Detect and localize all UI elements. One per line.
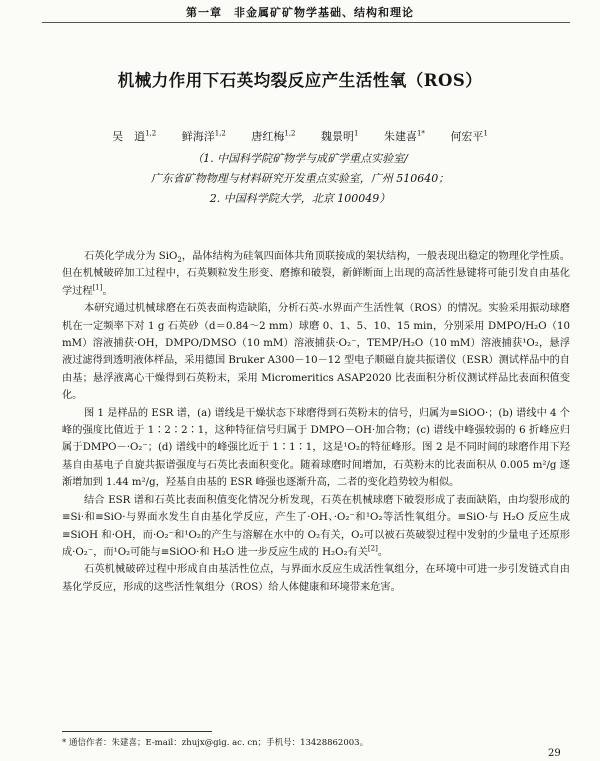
affiliation-line: （1. 中国科学院矿物学与成矿学重点实验室/ — [192, 152, 408, 165]
paragraph: 结合 ESR 谱和石英比表面积值变化情况分析发现，石英在机械球磨下破裂形成了表面缺陷，由均裂形成的≡Si·和≡SiO·与界面水发生自由基化学反应，产生了·OH、·O₂⁻和¹O₂等活性氧组分。≡SiO·与 H₂O 反应生成≡SiOH 和·OH，而·O₂⁻和¹O₂的产生与溶解在水中的 O₂有关，O₂可以被石英破裂过程中发射的少量电子还原形成·O₂⁻，而¹O₂可能与≡SiOO·和 H₂O 进一步反应生成的 H₂O₂有关[2]。 — [62, 494, 570, 558]
body-text — [62, 248, 570, 596]
author: 朱建喜$^{1*}$ — [383, 129, 425, 143]
affiliation-line: 广东省矿物物理与材料研究开发重点实验室，广州 510640； — [150, 172, 450, 185]
running-head-text: 第一章 非金属矿矿物学基础、结构和理论 — [186, 6, 414, 19]
author: 吴 逍$^{1,2}$ — [112, 129, 157, 143]
page-number: 29 — [548, 748, 561, 759]
paragraph: 石英化学成分为 SiO$_2$，晶体结构为硅氧四面体共角顶联接成的架状结构，一般表现出稳定的物理化学性质。但在机械破碎加工过程中，石英颗粒发生形变、磨擦和破裂，新鲜断面上出现的高活性悬键将可能引发自由基化学过程[1]。 — [62, 251, 570, 297]
running-header — [0, 0, 600, 26]
author: 鲜海洋$^{1,2}$ — [181, 129, 226, 143]
header-rule — [42, 22, 570, 23]
author: 唐红梅$^{1,2}$ — [251, 129, 296, 143]
paragraph: 图 1 是样品的 ESR 谱，(a) 谱线是干燥状态下球磨得到石英粉末的信号，归属为≡SiOO·；(b) 谱线中 4 个峰的强度比值近于 1∶2∶2∶1，这种特征信号归属于 DMPO－OH·加合物；(c) 谱线中峰强较弱的 6 折峰应归属于DMPO－·O₂⁻；(d) 谱线中的峰强比近于 1∶1∶1，这是¹O₂的特征峰形。图 2 是不同时间的球磨作用下羟基自由基电子自旋共振谱强度与石英比表面积变化。随着球磨时间增加，石英粉末的比表面积从 0.005 m²/g 逐渐增加到 1.44 m²/g，羟基自由基的 ESR 峰强也逐渐升高，二者的变化趋势较为相似。 — [62, 407, 570, 489]
paragraph: 石英机械破碎过程中形成自由基活性位点，与界面水反应生成活性氧组分，在环境中可进一步引发链式自由基化学反应，形成的这些活性氧组分（ROS）给人体健康和环境带来危害。 — [62, 564, 570, 593]
footnote-rule — [62, 731, 212, 732]
paper-title: 机械力作用下石英均裂反应产生活性氧（ROS） — [117, 71, 483, 90]
footnote: * 通信作者：朱建喜；E-mail：zhujx@gig. ac. cn；手机号：13428862003。 — [62, 738, 369, 748]
author: 何宏平$^1$ — [450, 129, 488, 143]
affiliation-line: 2. 中国科学院大学，北京 100049） — [209, 192, 391, 205]
paragraph: 本研究通过机械球磨在石英表面构造缺陷，分析石英-水界面产生活性氧（ROS）的情况。实验采用振动球磨机在一定频率下对 1 g 石英砂（d＝0.84～2 mm）球磨 0、1、5、10、15 min，分别采用 DMPO/H₂O（10 mM）溶液捕获·OH，DMPO/DMSO（10 mM）溶液捕获·O₂⁻，TEMP/H₂O（10 mM）溶液捕获¹O₂，悬浮液过滤得到透明液体样品，采用德国 Bruker A300－10－12 型电子顺磁自旋共振谱仪（ESR）测试样品中的自由基；悬浮液离心干燥得到石英粉末，采用 Micromeritics ASAP2020 比表面积分析仪测试样品比表面积值变化。 — [62, 303, 570, 402]
author: 魏景明$^1$ — [321, 129, 359, 143]
author-list — [40, 128, 560, 144]
